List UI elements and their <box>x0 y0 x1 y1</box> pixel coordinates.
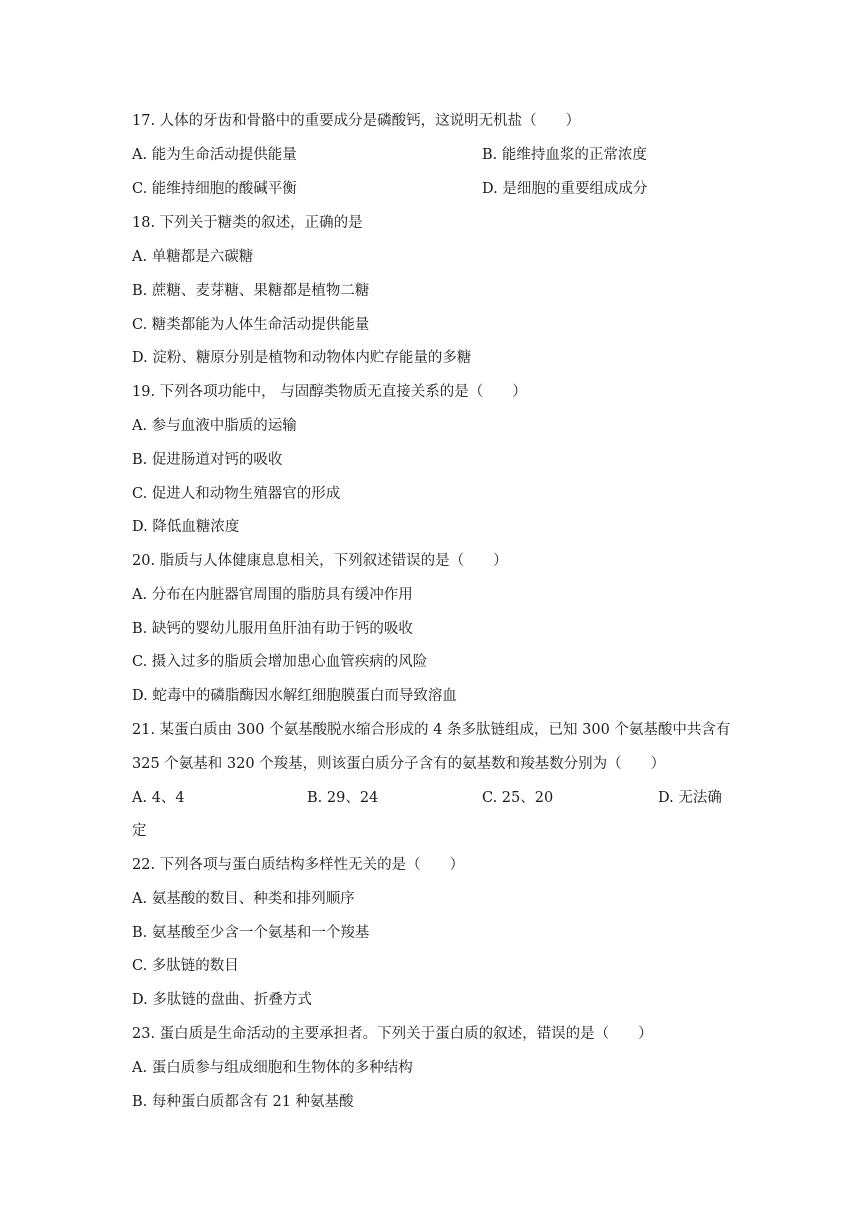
question-19-option-c: C. 促进人和动物生殖器官的形成 <box>132 486 341 502</box>
question-22-option-d: D. 多肽链的盘曲、折叠方式 <box>132 992 312 1008</box>
question-19-stem: 19. 下列各项功能中， 与固醇类物质无直接关系的是（ ） <box>132 384 527 400</box>
question-17-option-c: C. 能维持细胞的酸碱平衡 <box>132 181 297 197</box>
question-21-option-b: B. 29、24 <box>307 790 379 806</box>
question-22-option-a: A. 氨基酸的数目、种类和排列顺序 <box>132 891 355 907</box>
question-19-option-d: D. 降低血糖浓度 <box>132 519 240 535</box>
question-18-stem: 18. 下列关于糖类的叙述，正确的是 <box>132 215 363 231</box>
question-20-stem: 20. 脂质与人体健康息息相关，下列叙述错误的是（ ） <box>132 553 508 569</box>
question-17-option-a: A. 能为生命活动提供能量 <box>132 147 297 163</box>
question-18-option-a: A. 单糖都是六碳糖 <box>132 249 254 265</box>
question-22-stem: 22. 下列各项与蛋白质结构多样性无关的是（ ） <box>132 857 465 873</box>
question-20-option-d: D. 蛇毒中的磷脂酶因水解红细胞膜蛋白而导致溶血 <box>132 688 457 704</box>
question-22-option-c: C. 多肽链的数目 <box>132 958 239 974</box>
question-23-stem: 23. 蛋白质是生命活动的主要承担者。下列关于蛋白质的叙述，错误的是（ ） <box>132 1026 653 1042</box>
question-18-option-d: D. 淀粉、糖原分别是植物和动物体内贮存能量的多糖 <box>132 350 472 366</box>
question-21-stem-line1: 21. 某蛋白质由 300 个氨基酸脱水缩合形成的 4 条多肽链组成，已知 300 个氨基酸中共含有 <box>132 722 731 738</box>
question-19-option-a: A. 参与血液中脂质的运输 <box>132 418 297 434</box>
question-21-stem-line2: 325 个氨基和 320 个羧基，则该蛋白质分子含有的氨基数和羧基数分别为（ ） <box>132 756 666 772</box>
question-18-option-b: B. 蔗糖、麦芽糖、果糖都是植物二糖 <box>132 283 370 299</box>
question-17-option-d: D. 是细胞的重要组成成分 <box>482 181 648 197</box>
question-21-option-d-continued: 定 <box>132 823 147 839</box>
question-20-option-a: A. 分布在内脏器官周围的脂肪具有缓冲作用 <box>132 587 413 603</box>
question-20-option-c: C. 摄入过多的脂质会增加患心血管疾病的风险 <box>132 654 428 670</box>
question-19-option-b: B. 促进肠道对钙的吸收 <box>132 452 283 468</box>
question-20-option-b: B. 缺钙的婴幼儿服用鱼肝油有助于钙的吸收 <box>132 621 413 637</box>
question-22-option-b: B. 氨基酸至少含一个氨基和一个羧基 <box>132 925 370 941</box>
question-17-option-b: B. 能维持血浆的正常浓度 <box>482 147 647 163</box>
question-21-option-a: A. 4、4 <box>132 790 185 806</box>
question-17-stem: 17. 人体的牙齿和骨骼中的重要成分是磷酸钙，这说明无机盐（ ） <box>132 113 581 129</box>
question-21-option-d: D. 无法确 <box>658 790 722 806</box>
question-23-option-a: A. 蛋白质参与组成细胞和生物体的多种结构 <box>132 1060 413 1076</box>
question-23-option-b: B. 每种蛋白质都含有 21 种氨基酸 <box>132 1094 354 1110</box>
question-21-option-c: C. 25、20 <box>482 790 554 806</box>
question-18-option-c: C. 糖类都能为人体生命活动提供能量 <box>132 317 370 333</box>
